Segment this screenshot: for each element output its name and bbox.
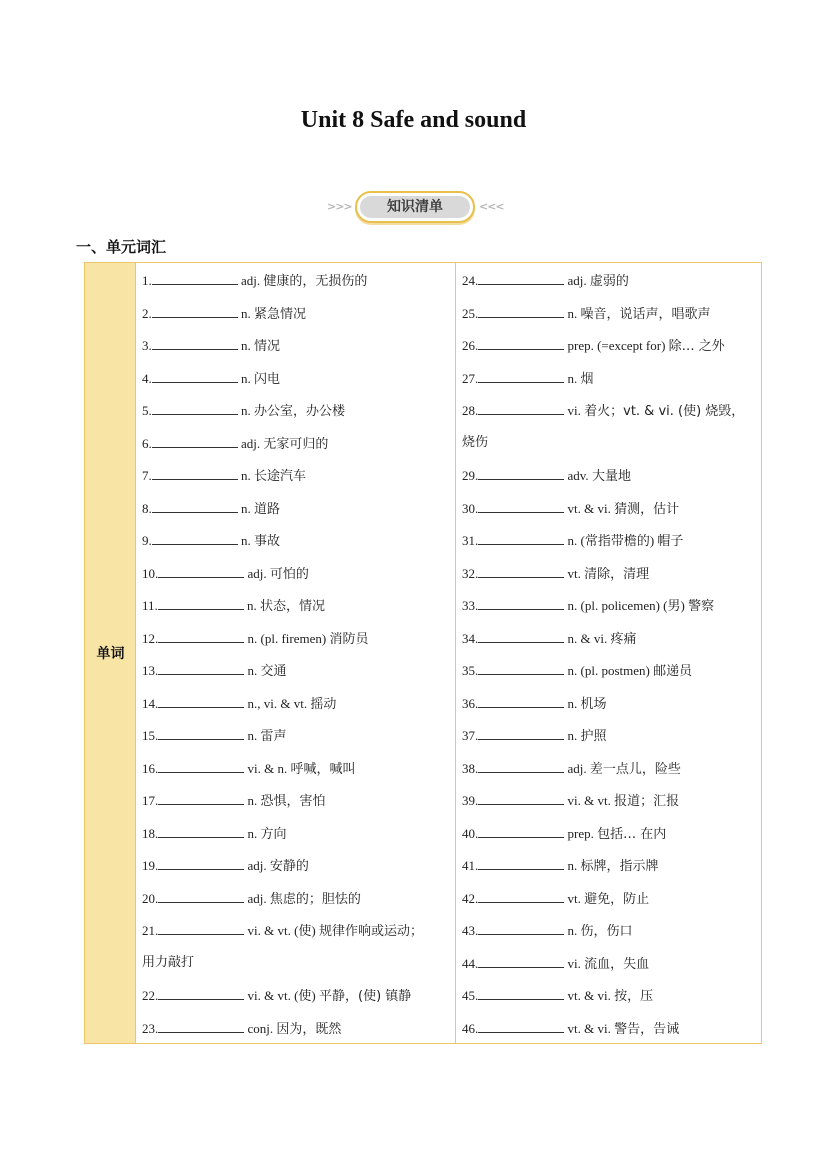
vocab-item bbox=[142, 857, 309, 873]
vocab-item bbox=[142, 305, 306, 321]
meaning-continuation: 用力敲打 bbox=[142, 954, 195, 970]
meaning: 包括… 在内 bbox=[597, 826, 667, 842]
item-number: 19. bbox=[142, 858, 159, 873]
vocab-item bbox=[462, 337, 725, 353]
vocab-table bbox=[84, 262, 762, 1044]
part-of-speech: adj. bbox=[244, 858, 270, 873]
item-number: 12. bbox=[142, 630, 159, 646]
vocab-item bbox=[142, 727, 287, 743]
meaning-continuation: 烧伤 bbox=[462, 434, 489, 450]
item-number: 14. bbox=[142, 695, 159, 711]
answer-blank[interactable] bbox=[478, 727, 564, 740]
answer-blank[interactable] bbox=[478, 922, 564, 935]
part-of-speech: n. bbox=[564, 370, 581, 386]
part-of-speech: n. bbox=[564, 858, 581, 873]
part-of-speech: n. (常指带檐的) bbox=[564, 533, 658, 548]
item-number: 7. bbox=[142, 468, 152, 483]
part-of-speech: n. & vi. bbox=[564, 630, 611, 646]
answer-blank[interactable] bbox=[152, 370, 238, 383]
item-number: 23. bbox=[142, 1020, 159, 1036]
item-number: 13. bbox=[142, 663, 159, 678]
meaning: 警告，告诫 bbox=[614, 1021, 680, 1037]
meaning: 交通 bbox=[260, 664, 287, 679]
item-number: 8. bbox=[142, 500, 152, 516]
item-number: 2. bbox=[142, 305, 152, 321]
answer-blank[interactable] bbox=[158, 857, 244, 870]
part-of-speech: vi. & vt. bbox=[564, 793, 615, 808]
part-of-speech: vt. & vi. bbox=[564, 988, 615, 1003]
item-number: 35. bbox=[462, 663, 479, 678]
answer-blank[interactable] bbox=[478, 272, 564, 285]
answer-blank[interactable] bbox=[158, 890, 244, 903]
meaning: 闪电 bbox=[254, 371, 281, 387]
vocab-item bbox=[462, 1020, 679, 1036]
vocab-item bbox=[142, 695, 336, 711]
answer-blank[interactable] bbox=[478, 337, 564, 350]
part-of-speech: adj. bbox=[244, 565, 270, 581]
meaning: 恐惧，害怕 bbox=[260, 794, 326, 809]
meaning: 状态，情况 bbox=[260, 599, 326, 614]
part-of-speech: n. bbox=[237, 370, 254, 386]
part-of-speech: n. bbox=[564, 728, 581, 743]
vocab-item bbox=[462, 597, 714, 613]
meaning: 除… 之外 bbox=[668, 339, 725, 354]
item-number: 31. bbox=[462, 533, 479, 548]
answer-blank[interactable] bbox=[478, 500, 564, 513]
vocab-item bbox=[462, 305, 711, 321]
item-number: 37. bbox=[462, 728, 479, 743]
item-number: 16. bbox=[142, 760, 159, 776]
answer-blank[interactable] bbox=[478, 1020, 564, 1033]
item-number: 4. bbox=[142, 370, 152, 386]
vocab-item bbox=[142, 825, 287, 841]
part-of-speech: n. bbox=[244, 825, 261, 841]
answer-blank[interactable] bbox=[478, 630, 564, 643]
item-number: 26. bbox=[462, 338, 479, 353]
meaning: 道路 bbox=[254, 501, 281, 517]
vocab-item bbox=[142, 467, 306, 483]
part-of-speech: n. bbox=[243, 598, 261, 613]
part-of-speech: n. bbox=[564, 305, 581, 321]
part-of-speech: adj. bbox=[237, 435, 264, 451]
vocab-item bbox=[462, 890, 649, 906]
vocab-item bbox=[142, 435, 328, 451]
part-of-speech: vt. & vi. bbox=[564, 500, 615, 516]
vocab-item bbox=[142, 890, 361, 906]
meaning: 噪音，说话声，唱歌声 bbox=[580, 306, 711, 322]
answer-blank[interactable] bbox=[478, 792, 564, 805]
vocab-item bbox=[142, 922, 423, 938]
vocab-item bbox=[142, 532, 280, 548]
item-number: 9. bbox=[142, 533, 152, 548]
item-number: 44. bbox=[462, 955, 479, 971]
meaning: 差一点儿，险些 bbox=[589, 761, 681, 777]
meaning: 着火；vt. & vi. (使) 烧毁， bbox=[584, 404, 745, 419]
answer-blank[interactable] bbox=[152, 337, 238, 350]
meaning: 按，压 bbox=[614, 989, 654, 1004]
meaning: 情况 bbox=[254, 339, 281, 354]
answer-blank[interactable] bbox=[478, 467, 564, 480]
vocab-item bbox=[462, 402, 744, 418]
item-number: 46. bbox=[462, 1020, 479, 1036]
meaning: 呼喊，喊叫 bbox=[290, 761, 356, 777]
item-number: 30. bbox=[462, 500, 479, 516]
vocab-item bbox=[142, 760, 356, 776]
answer-blank[interactable] bbox=[158, 695, 244, 708]
answer-blank[interactable] bbox=[158, 922, 244, 935]
vocab-item bbox=[462, 825, 666, 841]
item-number: 17. bbox=[142, 793, 159, 808]
part-of-speech: vt. bbox=[564, 565, 585, 581]
answer-blank[interactable] bbox=[158, 760, 244, 773]
part-of-speech: adj. bbox=[564, 760, 590, 776]
vocab-item bbox=[142, 662, 287, 678]
answer-blank[interactable] bbox=[158, 792, 244, 805]
meaning: 机场 bbox=[580, 696, 607, 712]
banner-pill bbox=[355, 191, 475, 223]
vocab-item bbox=[142, 565, 309, 581]
item-number: 43. bbox=[462, 923, 479, 938]
item-number: 45. bbox=[462, 988, 479, 1003]
answer-blank[interactable] bbox=[158, 565, 244, 578]
vocab-item-continuation bbox=[142, 955, 194, 971]
answer-blank[interactable] bbox=[478, 955, 564, 968]
meaning: 紧急情况 bbox=[254, 306, 307, 322]
part-of-speech: n. bbox=[237, 305, 254, 321]
banner-right-arrows: <<< bbox=[479, 200, 504, 213]
part-of-speech: n. bbox=[237, 468, 254, 483]
page-title: Unit 8 Safe and sound bbox=[300, 107, 527, 133]
meaning: 大量地 bbox=[591, 469, 631, 484]
vocab-item bbox=[142, 597, 325, 613]
part-of-speech: prep. bbox=[564, 825, 598, 841]
item-number: 27. bbox=[462, 370, 479, 386]
answer-blank[interactable] bbox=[478, 825, 564, 838]
meaning: 报道；汇报 bbox=[614, 794, 680, 809]
item-number: 39. bbox=[462, 793, 479, 808]
part-of-speech: n. (pl. postmen) bbox=[564, 663, 654, 678]
answer-blank[interactable] bbox=[152, 532, 238, 545]
item-number: 32. bbox=[462, 565, 479, 581]
part-of-speech: n. (pl. policemen) (男) bbox=[564, 598, 689, 613]
meaning: 长途汽车 bbox=[254, 469, 307, 484]
meaning: 平静，(使) 镇静 bbox=[319, 989, 412, 1004]
vocab-item bbox=[462, 792, 679, 808]
vocab-item bbox=[462, 370, 594, 386]
vocab-entries bbox=[85, 263, 761, 1043]
item-number: 29. bbox=[462, 468, 479, 483]
part-of-speech: n. bbox=[564, 695, 581, 711]
part-of-speech: n. bbox=[244, 728, 261, 743]
table-label: 单词 bbox=[96, 646, 125, 662]
answer-blank[interactable] bbox=[478, 987, 564, 1000]
part-of-speech: prep. (=except for) bbox=[564, 338, 669, 353]
meaning: 焦虑的；胆怯的 bbox=[269, 891, 361, 907]
meaning: 护照 bbox=[580, 729, 607, 744]
part-of-speech: adj. bbox=[564, 273, 590, 288]
vocab-item bbox=[462, 955, 649, 971]
item-number: 42. bbox=[462, 890, 479, 906]
vocab-item bbox=[462, 565, 649, 581]
answer-blank[interactable] bbox=[478, 305, 564, 318]
vocab-item bbox=[462, 662, 692, 678]
vocab-item bbox=[462, 630, 637, 646]
meaning: 健康的，无损伤的 bbox=[263, 274, 368, 289]
vocab-item bbox=[142, 630, 368, 646]
section-banner bbox=[322, 191, 506, 223]
answer-blank[interactable] bbox=[478, 662, 564, 675]
meaning: 事故 bbox=[254, 534, 281, 549]
item-number: 21. bbox=[142, 923, 159, 938]
vocab-item bbox=[142, 370, 280, 386]
meaning: 无家可归的 bbox=[263, 436, 329, 452]
answer-blank[interactable] bbox=[152, 467, 238, 480]
meaning: 安静的 bbox=[269, 859, 309, 874]
item-number: 28. bbox=[462, 403, 479, 418]
part-of-speech: n. (pl. firemen) bbox=[244, 630, 330, 646]
item-number: 40. bbox=[462, 825, 479, 841]
item-number: 22. bbox=[142, 988, 159, 1003]
meaning: 雷声 bbox=[260, 729, 287, 744]
vocab-item bbox=[462, 760, 681, 776]
answer-blank[interactable] bbox=[478, 695, 564, 708]
meaning: 标牌，指示牌 bbox=[580, 859, 659, 874]
answer-blank[interactable] bbox=[152, 272, 238, 285]
answer-blank[interactable] bbox=[478, 760, 564, 773]
part-of-speech: n. bbox=[244, 793, 261, 808]
vocab-item bbox=[462, 272, 629, 288]
meaning: 伤，伤口 bbox=[580, 924, 633, 939]
vocab-item bbox=[462, 695, 607, 711]
vocab-item-continuation bbox=[462, 435, 488, 451]
meaning: 消防员 bbox=[329, 631, 369, 647]
meaning: 清除，清理 bbox=[584, 566, 650, 582]
vocab-item bbox=[462, 727, 607, 743]
answer-blank[interactable] bbox=[158, 825, 244, 838]
answer-blank[interactable] bbox=[152, 402, 238, 415]
answer-blank[interactable] bbox=[478, 402, 564, 415]
vocab-item bbox=[462, 467, 631, 483]
vocab-item bbox=[462, 500, 679, 516]
answer-blank[interactable] bbox=[478, 857, 564, 870]
answer-blank[interactable] bbox=[152, 305, 238, 318]
answer-blank[interactable] bbox=[158, 727, 244, 740]
vocab-item bbox=[462, 857, 659, 873]
part-of-speech: vt. & vi. bbox=[564, 1020, 615, 1036]
part-of-speech: vi. bbox=[564, 955, 585, 971]
meaning: 烟 bbox=[580, 371, 594, 387]
vocab-item bbox=[142, 987, 411, 1003]
part-of-speech: n. bbox=[244, 663, 261, 678]
meaning: 猜测，估计 bbox=[614, 501, 680, 517]
meaning: 办公室，办公楼 bbox=[254, 404, 346, 419]
meaning: 虚弱的 bbox=[589, 274, 629, 289]
vocab-item bbox=[142, 1020, 341, 1036]
item-number: 33. bbox=[462, 598, 479, 613]
item-number: 25. bbox=[462, 305, 479, 321]
meaning: 邮递员 bbox=[653, 664, 693, 679]
meaning: 流血，失血 bbox=[584, 956, 650, 972]
part-of-speech: adj. bbox=[244, 890, 270, 906]
item-number: 1. bbox=[142, 273, 152, 288]
meaning: 因为，既然 bbox=[276, 1021, 342, 1037]
part-of-speech: vi. & vt. (使) bbox=[244, 988, 319, 1003]
item-number: 11. bbox=[142, 598, 158, 613]
part-of-speech: n. bbox=[237, 403, 254, 418]
answer-blank[interactable] bbox=[478, 890, 564, 903]
part-of-speech: adv. bbox=[564, 468, 592, 483]
vocab-item bbox=[142, 402, 345, 418]
part-of-speech: n. bbox=[237, 338, 254, 353]
item-number: 5. bbox=[142, 403, 152, 418]
item-number: 10. bbox=[142, 565, 159, 581]
item-number: 6. bbox=[142, 435, 152, 451]
meaning: 摇动 bbox=[310, 696, 337, 712]
item-number: 18. bbox=[142, 825, 159, 841]
vocab-item bbox=[142, 792, 326, 808]
part-of-speech: vi. bbox=[564, 403, 585, 418]
item-number: 3. bbox=[142, 338, 152, 353]
meaning: 警察 bbox=[688, 599, 715, 614]
part-of-speech: n., vi. & vt. bbox=[244, 695, 311, 711]
vocab-item bbox=[462, 987, 653, 1003]
answer-blank[interactable] bbox=[152, 435, 238, 448]
item-number: 24. bbox=[462, 273, 479, 288]
answer-blank[interactable] bbox=[152, 500, 238, 513]
item-number: 15. bbox=[142, 728, 159, 743]
vocab-item bbox=[462, 532, 683, 548]
item-number: 34. bbox=[462, 630, 479, 646]
meaning: 疼痛 bbox=[610, 631, 637, 647]
meaning: 方向 bbox=[260, 826, 287, 842]
meaning: 避免，防止 bbox=[584, 891, 650, 907]
item-number: 41. bbox=[462, 858, 479, 873]
meaning: 可怕的 bbox=[269, 566, 309, 582]
item-number: 36. bbox=[462, 695, 479, 711]
banner-left-arrows: >>> bbox=[327, 200, 352, 213]
answer-blank[interactable] bbox=[158, 597, 244, 610]
banner-label: 知识清单 bbox=[360, 196, 470, 218]
vocab-item bbox=[142, 500, 280, 516]
answer-blank[interactable] bbox=[158, 987, 244, 1000]
item-number: 38. bbox=[462, 760, 479, 776]
answer-blank[interactable] bbox=[158, 1020, 244, 1033]
meaning: 帽子 bbox=[657, 534, 684, 549]
part-of-speech: n. bbox=[237, 500, 254, 516]
answer-blank[interactable] bbox=[158, 630, 244, 643]
answer-blank[interactable] bbox=[478, 597, 564, 610]
answer-blank[interactable] bbox=[478, 370, 564, 383]
vocab-item bbox=[462, 922, 633, 938]
part-of-speech: conj. bbox=[244, 1020, 277, 1036]
answer-blank[interactable] bbox=[478, 532, 564, 545]
answer-blank[interactable] bbox=[478, 565, 564, 578]
part-of-speech: vi. & n. bbox=[244, 760, 291, 776]
answer-blank[interactable] bbox=[158, 662, 244, 675]
part-of-speech: n. bbox=[237, 533, 254, 548]
part-of-speech: adj. bbox=[237, 273, 264, 288]
part-of-speech: vi. & vt. (使) bbox=[244, 923, 319, 938]
vocab-item bbox=[142, 272, 367, 288]
meaning: 规律作响或运动； bbox=[319, 924, 424, 939]
item-number: 20. bbox=[142, 890, 159, 906]
part-of-speech: vt. bbox=[564, 890, 585, 906]
part-of-speech: n. bbox=[564, 923, 581, 938]
vocab-item bbox=[142, 337, 280, 353]
section-heading: 一、单元词汇 bbox=[76, 238, 167, 256]
